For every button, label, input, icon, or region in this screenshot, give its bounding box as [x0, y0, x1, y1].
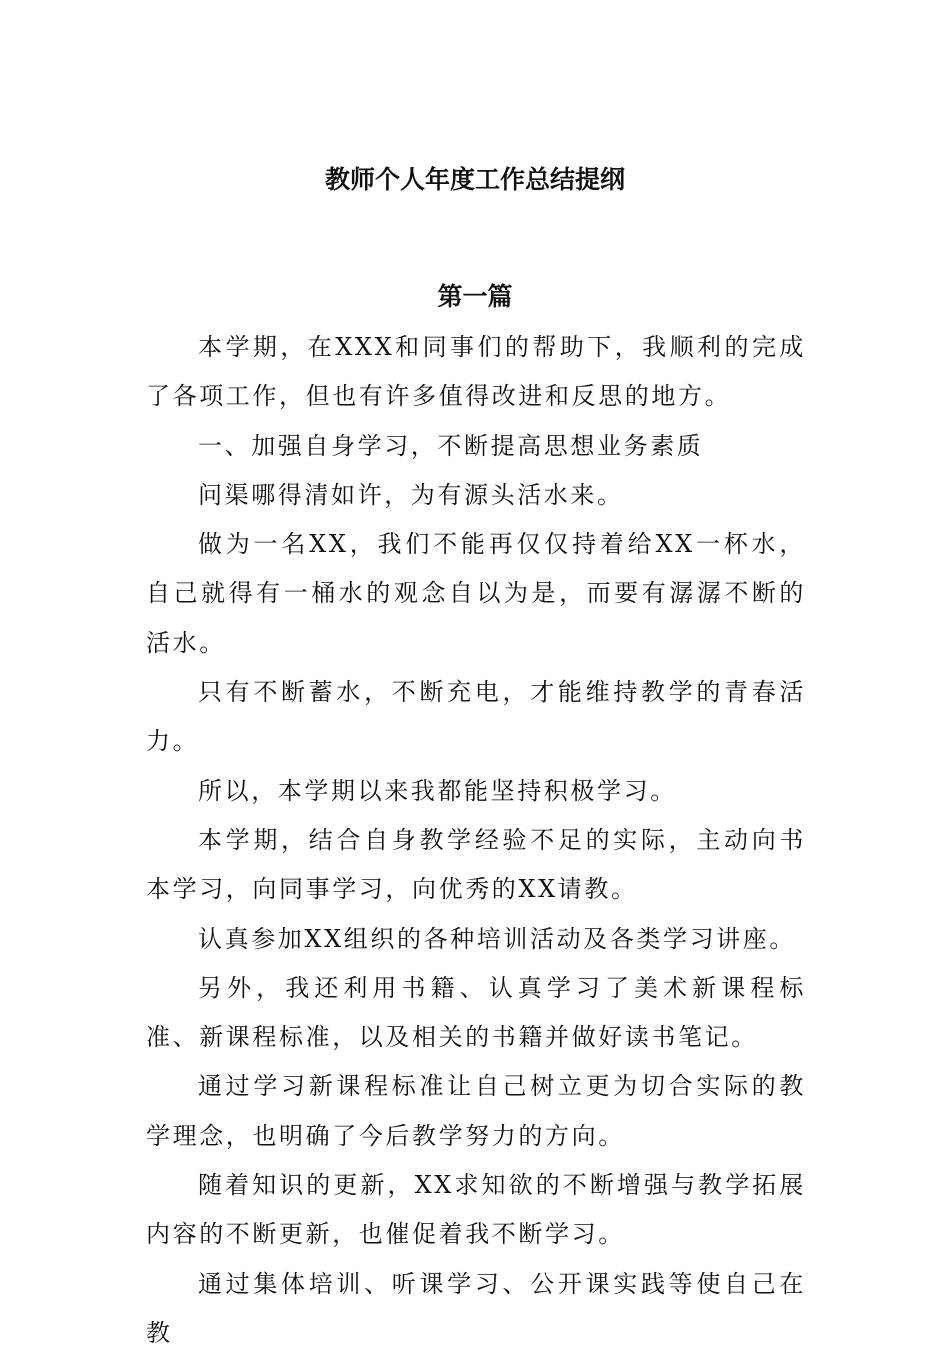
paragraph: 只有不断蓄水，不断充电，才能维持教学的青春活力。 — [146, 678, 806, 756]
paragraph: 通过集体培训、听课学习、公开课实践等使自己在教 — [146, 1269, 806, 1347]
document-body — [146, 323, 806, 1358]
paragraph: 一、加强自身学习，不断提高思想业务素质 — [198, 431, 704, 460]
paragraph: 认真参加XX组织的各种培训活动及各类学习讲座。 — [198, 924, 796, 953]
paragraph: 本学期，结合自身教学经验不足的实际，主动向书本学习，向同事学习，向优秀的XX请教。 — [146, 825, 806, 904]
section-title: 第一篇 — [437, 282, 513, 311]
paragraph: 随着知识的更新，XX求知欲的不断增强与教学拓展内容的不断更新，也催促着我不断学习。 — [146, 1171, 806, 1249]
paragraph: 做为一名XX，我们不能再仅仅持着给XX一杯水，自己就得有一桶水的观念自以为是，而要有潺潺不断的活水。 — [146, 530, 806, 657]
paragraph: 问渠哪得清如许，为有源头活水来。 — [198, 480, 624, 509]
paragraph: 另外，我还利用书籍、认真学习了美术新课程标准、新课程标准，以及相关的书籍并做好读书笔记。 — [146, 973, 806, 1052]
paragraph: 本学期，在XXX和同事们的帮助下，我顺利的完成了各项工作，但也有许多值得改进和反思的地方。 — [146, 333, 806, 411]
paragraph: 通过学习新课程标准让自己树立更为切合实际的教学理念，也明确了今后教学努力的方向。 — [146, 1072, 806, 1150]
paragraph: 所以，本学期以来我都能坚持积极学习。 — [198, 776, 677, 805]
document-title: 教师个人年度工作总结提纲 — [324, 165, 625, 194]
